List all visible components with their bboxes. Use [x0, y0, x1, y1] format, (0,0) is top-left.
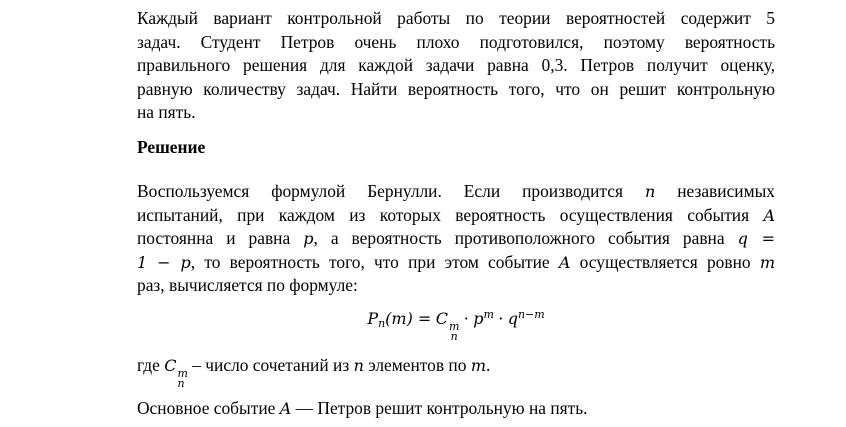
- solution-line: Воспользуемся формулой Бернулли. Если производится n независимых: [137, 181, 775, 201]
- task-line: на пять.: [137, 102, 196, 123]
- main-event-line: Основное событие A — Петров решит контрольную на пять.: [137, 398, 588, 418]
- combinations-note: где C m n – число сочетаний из n элементов по m.: [137, 355, 491, 391]
- task-line: равную количеству задач. Найти вероятность того, что он решит контрольную: [137, 78, 775, 99]
- bernoulli-formula: $P_n(m) = C$ m n · $p^m \cdot q^{n-m}$: [367, 308, 545, 344]
- task-line: Каждый вариант контрольной работы по теории вероятностей содержит 5: [137, 8, 775, 28]
- solution-line: испытаний, при каждом из которых вероятность осуществления события A: [137, 204, 775, 225]
- solution-line: раз, вычисляется по формуле:: [137, 275, 358, 296]
- task-paragraph: [137, 7, 775, 125]
- solution-paragraph: [137, 180, 775, 298]
- task-line: задач. Студент Петров очень плохо подготовился, поэтому вероятность: [137, 31, 775, 52]
- solution-line: 1 − p, то вероятность того, что при этом событие A осуществляется ровно m: [137, 251, 775, 272]
- solution-line: постоянна и равна p, а вероятность противоположного события равна q =: [137, 228, 775, 249]
- solution-heading: Решение: [137, 137, 206, 157]
- task-line: правильного решения для каждой задачи равна 0,3. Петров получит оценку,: [137, 55, 775, 76]
